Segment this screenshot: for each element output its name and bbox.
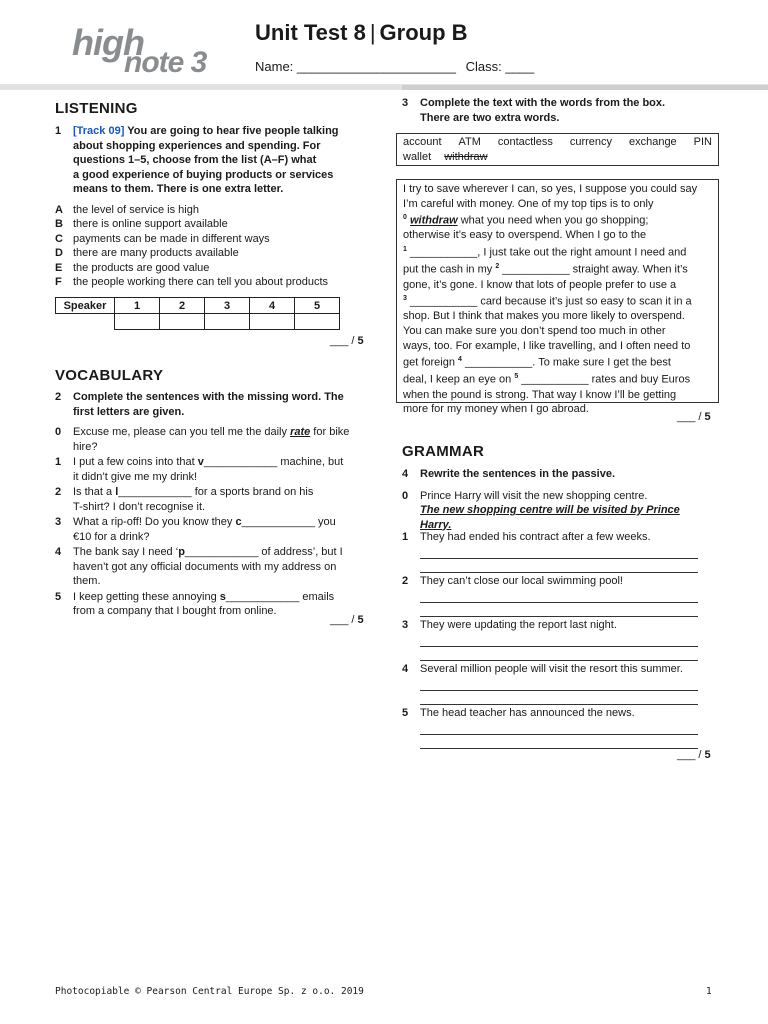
option-text: there are many products available xyxy=(73,247,239,260)
item-text: them. xyxy=(73,575,101,587)
header-divider-right xyxy=(402,85,768,90)
gap-number: 4 xyxy=(458,356,462,364)
page-number: 1 xyxy=(706,986,712,997)
text-fragment: what you need when you go shopping; xyxy=(457,214,649,227)
grammar-section xyxy=(402,443,722,532)
item-number: 0 xyxy=(55,426,62,438)
answer-line[interactable] xyxy=(420,603,698,617)
word-option: PIN xyxy=(693,136,712,148)
name-class-line xyxy=(255,59,534,74)
word-box xyxy=(396,133,719,166)
option-letter: E xyxy=(55,261,63,274)
answer-line[interactable] xyxy=(420,735,698,749)
score-total: 5 xyxy=(357,335,364,347)
footer-copyright: Photocopiable © Pearson Central Europe Sp. z o.o. 2019 xyxy=(55,986,364,997)
item-number: 0 xyxy=(402,489,409,502)
option-text: payments can be made in different ways xyxy=(73,232,270,245)
option-letter: A xyxy=(55,203,63,216)
speaker-answer-table xyxy=(55,297,340,330)
text-line xyxy=(403,211,712,228)
text-line: otherwise it’s easy to overspend. When I go to the xyxy=(403,229,647,242)
option-item xyxy=(55,232,365,247)
item-text: I put a few coins into that xyxy=(73,456,198,468)
instruction-line: questions 1–5, choose from the list (A–F) what xyxy=(73,154,317,166)
first-letter: p xyxy=(178,546,185,558)
item-number: 5 xyxy=(402,707,409,719)
vocab-item-0 xyxy=(55,425,370,454)
item-number: 5 xyxy=(55,590,62,603)
answer-line[interactable] xyxy=(420,545,698,559)
item-text: I keep getting these annoying xyxy=(73,590,220,603)
item-number: 4 xyxy=(402,663,409,675)
text-line: You can make sure you don’t spend too much in other xyxy=(403,324,666,337)
item-number: 2 xyxy=(55,486,62,498)
grammar-item-4 xyxy=(402,662,698,705)
text-line xyxy=(403,353,712,370)
option-letter: C xyxy=(55,232,63,245)
gap-number: 0 xyxy=(403,214,407,222)
item-number: 1 xyxy=(55,456,62,468)
title-separator: | xyxy=(369,20,376,45)
example-answer: withdraw xyxy=(409,214,458,227)
logo-text-bottom: note 3 xyxy=(124,46,207,79)
word-option: ATM xyxy=(458,136,481,148)
word-option: currency xyxy=(569,136,613,148)
option-letter: B xyxy=(55,218,63,231)
name-field[interactable]: Name: ______________________ xyxy=(255,59,456,74)
reading-text-box xyxy=(396,179,719,416)
text-line: I’m careful with money. One of my top tips is to only xyxy=(403,197,654,210)
item-number: 4 xyxy=(55,546,62,558)
question-number: 2 xyxy=(55,391,62,403)
item-text: They had ended his contract after a few weeks. xyxy=(420,531,651,543)
table-header-label: Speaker xyxy=(56,298,115,314)
item-text: €10 for a drink? xyxy=(73,530,150,543)
gap-number: 5 xyxy=(514,373,519,381)
instruction-line: You are going to hear five people talking xyxy=(127,125,339,137)
item-text: Several million people will visit the resort this summer. xyxy=(420,663,683,675)
item-text: Excuse me, please can you tell me the daily xyxy=(73,426,291,438)
listening-instruction xyxy=(55,124,365,197)
item-text: The bank say I need ‘ xyxy=(73,546,179,558)
answer-cell[interactable] xyxy=(205,314,250,330)
item-text: hire? xyxy=(73,440,98,453)
question-number: 3 xyxy=(402,97,409,109)
option-item xyxy=(55,261,365,276)
score-blank: ___ / xyxy=(330,614,358,626)
first-letter: s xyxy=(219,590,226,603)
question-number: 4 xyxy=(402,468,409,480)
grammar-item-1 xyxy=(402,530,698,573)
example-answer: rate xyxy=(290,426,311,438)
class-field[interactable]: Class: ____ xyxy=(465,59,535,74)
grammar-item-2 xyxy=(402,574,698,617)
item-text: They were updating the report last night. xyxy=(420,619,617,631)
page-title xyxy=(255,20,468,46)
answer-line[interactable] xyxy=(420,677,698,691)
word-option-used: withdraw xyxy=(444,151,488,163)
score-blank: ___ / xyxy=(677,411,705,423)
answer-blank[interactable]: ____________ you xyxy=(241,516,336,528)
text-fragment: deal, I keep an eye on xyxy=(403,374,515,387)
instruction-line: Rewrite the sentences in the passive. xyxy=(420,468,616,480)
vocabulary-heading: VOCABULARY xyxy=(55,367,164,384)
table-col-header: 4 xyxy=(250,298,295,314)
item-text: T-shirt? I don’t recognise it. xyxy=(73,500,206,513)
vocabulary-score xyxy=(330,614,364,626)
text-fragment-gap[interactable]: ___________ straight away. When it’s xyxy=(499,263,688,276)
high-note-logo xyxy=(72,22,212,82)
instruction-line: Complete the sentences with the missing word. The xyxy=(73,391,344,403)
grammar-score xyxy=(677,749,711,761)
grammar-example xyxy=(402,489,722,533)
text-fragment: get foreign xyxy=(403,356,459,369)
score-blank: ___ / xyxy=(330,335,358,347)
text-line xyxy=(403,243,712,260)
option-item xyxy=(55,275,365,290)
instruction-line: about shopping experiences and spending. For xyxy=(73,139,321,152)
vocabulary-section xyxy=(55,367,370,619)
option-text: there is online support available xyxy=(73,218,228,231)
listening-score xyxy=(330,335,364,347)
instruction-line: first letters are given. xyxy=(73,405,185,418)
answer-blank[interactable]: ____________ for a sports brand on his xyxy=(118,486,314,498)
logo-text-top: high xyxy=(72,22,144,63)
vocab-item-1 xyxy=(55,455,370,484)
vocab-item-2 xyxy=(55,485,370,514)
instruction-line: Complete the text with the words from the box. xyxy=(420,97,666,109)
item-text: What a rip-off! Do you know they xyxy=(73,516,236,528)
answer-blank[interactable]: ____________ emails xyxy=(225,590,335,603)
word-option: contactless xyxy=(497,136,553,148)
item-text: They can’t close our local swimming pool! xyxy=(420,575,623,587)
first-letter: l xyxy=(115,486,119,498)
option-text: the level of service is high xyxy=(73,203,199,216)
answer-cell[interactable] xyxy=(160,314,205,330)
title-group: Group B xyxy=(379,20,468,45)
option-text: the people working there can tell you about products xyxy=(73,276,328,289)
reading-score xyxy=(677,411,711,423)
text-line: shop. But I think that makes you more likely to overspend. xyxy=(403,310,685,323)
answer-line[interactable] xyxy=(420,589,698,603)
word-option: account xyxy=(403,136,442,148)
item-text: it didn’t give me my drink! xyxy=(73,470,198,483)
option-letter: D xyxy=(55,247,63,260)
vocab-item-3 xyxy=(55,515,370,544)
option-item xyxy=(55,203,365,218)
option-item xyxy=(55,217,365,232)
item-number: 2 xyxy=(402,575,409,587)
table-col-header: 2 xyxy=(160,298,205,314)
track-label[interactable]: [Track 09] xyxy=(73,125,125,137)
item-text: Is that a xyxy=(73,486,116,498)
table-col-header: 1 xyxy=(115,298,160,314)
text-fragment-gap[interactable]: ___________, I just take out the right amount I need and xyxy=(409,246,687,259)
item-text: haven’t got any official documents with my address on xyxy=(73,560,337,573)
item-number: 3 xyxy=(55,516,62,528)
item-text: for bike xyxy=(310,426,350,438)
text-line: I try to save wherever I can, so yes, I suppose you could say xyxy=(403,183,698,195)
item-number: 1 xyxy=(402,531,409,543)
example-answer: The new shopping centre will be visited by Prince xyxy=(420,504,680,516)
answer-cell[interactable] xyxy=(295,314,340,330)
option-letter: F xyxy=(55,276,62,289)
text-line xyxy=(403,292,712,309)
item-text: from a company that I bought from online. xyxy=(73,605,277,617)
answer-blank[interactable]: ____________ of address’, but I xyxy=(184,546,343,558)
word-option: exchange xyxy=(628,136,677,148)
item-number: 3 xyxy=(402,619,409,631)
table-col-header: 3 xyxy=(205,298,250,314)
text-fragment-gap[interactable]: ___________ rates and buy Euros xyxy=(518,374,691,387)
gap-number: 2 xyxy=(495,263,500,271)
instruction-line: There are two extra words. xyxy=(420,111,560,124)
text-line: more for my money when I go abroad. xyxy=(403,403,589,416)
options-list xyxy=(55,203,365,291)
answer-line[interactable] xyxy=(420,721,698,735)
score-total: 5 xyxy=(704,411,711,423)
first-letter: c xyxy=(235,516,242,528)
text-line: ways, too. For example, I like travelling, and I often need to xyxy=(403,339,691,352)
gap-number: 3 xyxy=(403,295,407,303)
table-col-header: 5 xyxy=(295,298,340,314)
first-letter: v xyxy=(197,456,204,468)
grammar-item-3 xyxy=(402,618,698,661)
answer-line[interactable] xyxy=(420,647,698,661)
score-total: 5 xyxy=(704,749,711,761)
vocab-item-5 xyxy=(55,590,370,619)
table-empty-cell xyxy=(56,314,115,330)
option-text: the products are good value xyxy=(73,261,210,274)
answer-line[interactable] xyxy=(420,559,698,573)
answer-cell[interactable] xyxy=(250,314,295,330)
title-unit: Unit Test 8 xyxy=(255,20,366,45)
instruction-line: a good experience of buying products or services xyxy=(73,168,334,181)
text-fragment-gap[interactable]: ___________ card because it’s just so easy to scan it in a xyxy=(406,295,692,308)
listening-section xyxy=(55,100,365,330)
grammar-heading: GRAMMAR xyxy=(402,443,485,460)
word-option: wallet xyxy=(403,151,432,163)
reading-instruction xyxy=(402,96,722,125)
answer-cell[interactable] xyxy=(115,314,160,330)
instruction-line: means to them. There is one extra letter. xyxy=(73,183,284,195)
option-item xyxy=(55,246,365,261)
grammar-instruction xyxy=(402,467,722,482)
example-sentence: Prince Harry will visit the new shopping centre. xyxy=(420,489,648,502)
text-fragment-gap[interactable]: ___________. To make sure I get the best xyxy=(461,356,671,369)
text-line: gone, it’s gone. I know that lots of people prefer to use a xyxy=(403,278,677,291)
item-text: The head teacher has announced the news. xyxy=(420,707,635,719)
answer-line[interactable] xyxy=(420,691,698,705)
score-blank: ___ / xyxy=(677,749,705,761)
word-box-row xyxy=(403,150,712,165)
answer-blank[interactable]: ____________ machine, but xyxy=(203,456,344,468)
text-line: when the pound is strong. That way I know I’ll be getting xyxy=(403,388,677,401)
question-number: 1 xyxy=(55,125,62,137)
text-line xyxy=(403,370,712,387)
vocabulary-instruction xyxy=(55,390,370,419)
text-fragment: put the cash in my xyxy=(403,263,496,276)
vocab-item-4 xyxy=(55,545,370,589)
score-total: 5 xyxy=(357,614,364,626)
listening-heading: LISTENING xyxy=(55,100,138,117)
answer-line[interactable] xyxy=(420,633,698,647)
grammar-item-5 xyxy=(402,706,698,749)
word-box-row xyxy=(403,135,712,150)
text-line xyxy=(403,260,712,277)
example-answer: Harry. xyxy=(420,518,452,531)
gap-number: 1 xyxy=(403,246,407,254)
